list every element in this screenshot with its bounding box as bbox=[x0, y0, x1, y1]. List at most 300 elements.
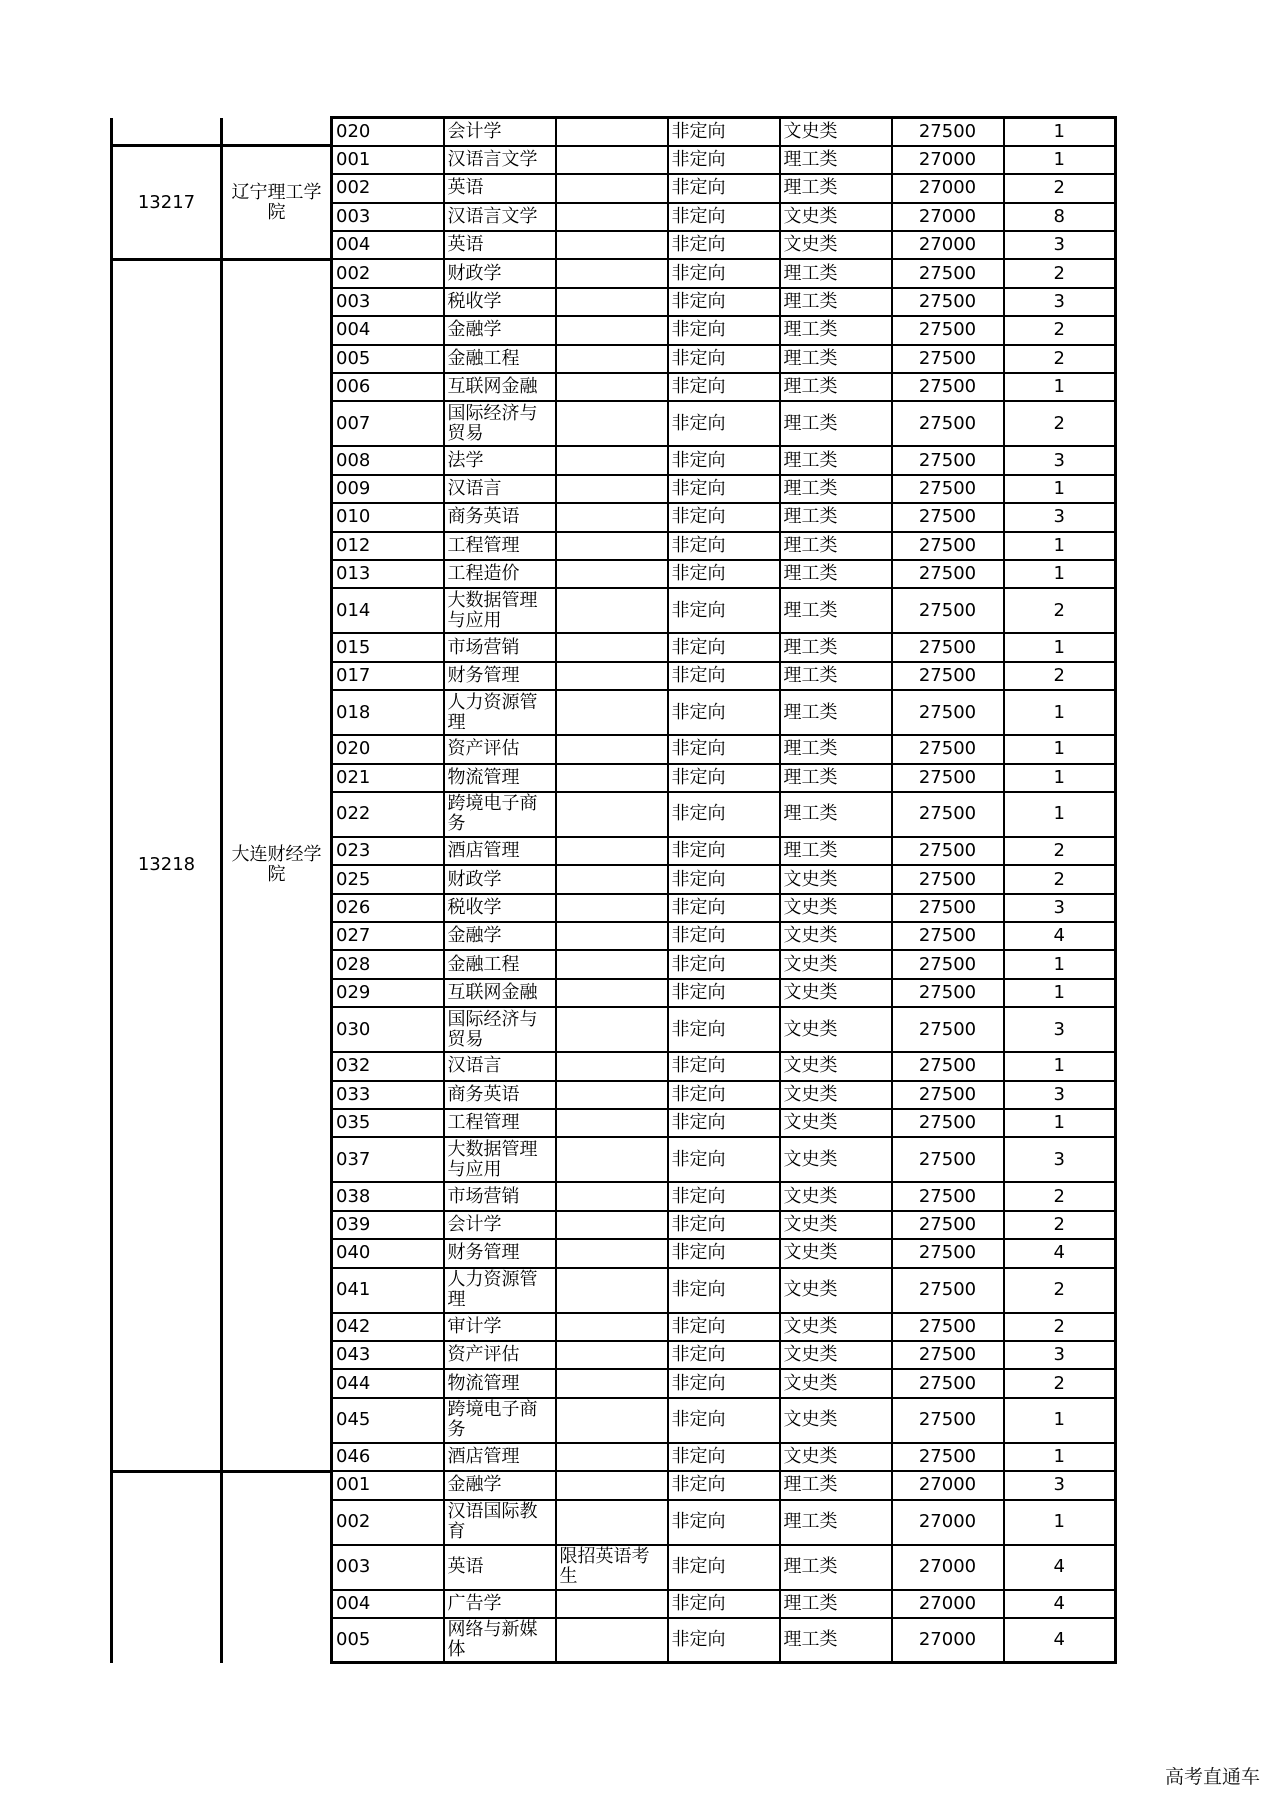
direction-cell: 非定向 bbox=[668, 1211, 780, 1239]
category-cell: 文史类 bbox=[780, 1182, 892, 1210]
note-cell bbox=[556, 1398, 668, 1443]
note-cell bbox=[556, 288, 668, 316]
major-number-cell: 043 bbox=[332, 1341, 444, 1369]
major-name-cell: 审计学 bbox=[444, 1313, 556, 1341]
tuition-cell: 27500 bbox=[892, 475, 1004, 503]
tuition-cell: 27500 bbox=[892, 1109, 1004, 1137]
major-name-cell: 金融学 bbox=[444, 1471, 556, 1499]
tuition-cell: 27500 bbox=[892, 1081, 1004, 1109]
major-number-cell: 015 bbox=[332, 633, 444, 661]
note-cell bbox=[556, 764, 668, 792]
direction-cell: 非定向 bbox=[668, 231, 780, 259]
direction-cell: 非定向 bbox=[668, 662, 780, 690]
major-name-cell: 酒店管理 bbox=[444, 837, 556, 865]
note-cell bbox=[556, 922, 668, 950]
note-cell bbox=[556, 1211, 668, 1239]
plan-count-cell: 8 bbox=[1004, 203, 1116, 231]
note-cell bbox=[556, 373, 668, 401]
note-cell bbox=[556, 1007, 668, 1052]
category-cell: 理工类 bbox=[780, 1590, 892, 1618]
note-cell bbox=[556, 259, 668, 287]
tuition-cell: 27500 bbox=[892, 1268, 1004, 1313]
direction-cell: 非定向 bbox=[668, 1590, 780, 1618]
major-name-cell: 汉语言 bbox=[444, 475, 556, 503]
plan-count-cell: 1 bbox=[1004, 690, 1116, 735]
note-cell bbox=[556, 231, 668, 259]
tuition-cell: 27500 bbox=[892, 588, 1004, 633]
direction-cell: 非定向 bbox=[668, 1239, 780, 1267]
tuition-cell: 27500 bbox=[892, 532, 1004, 560]
major-number-cell: 012 bbox=[332, 532, 444, 560]
major-number-cell: 018 bbox=[332, 690, 444, 735]
major-name-cell: 国际经济与贸易 bbox=[444, 401, 556, 446]
tuition-cell: 27500 bbox=[892, 1137, 1004, 1182]
note-cell bbox=[556, 1109, 668, 1137]
tuition-cell: 27500 bbox=[892, 1369, 1004, 1397]
note-cell bbox=[556, 1590, 668, 1618]
direction-cell: 非定向 bbox=[668, 1545, 780, 1590]
major-name-cell: 网络与新媒体 bbox=[444, 1618, 556, 1663]
direction-cell: 非定向 bbox=[668, 764, 780, 792]
major-name-cell: 财政学 bbox=[444, 259, 556, 287]
direction-cell: 非定向 bbox=[668, 174, 780, 202]
major-name-cell: 资产评估 bbox=[444, 735, 556, 763]
plan-count-cell: 1 bbox=[1004, 764, 1116, 792]
major-number-cell: 029 bbox=[332, 979, 444, 1007]
plan-count-cell: 1 bbox=[1004, 560, 1116, 588]
tuition-cell: 27500 bbox=[892, 118, 1004, 146]
category-cell: 文史类 bbox=[780, 1007, 892, 1052]
direction-cell: 非定向 bbox=[668, 446, 780, 474]
category-cell: 理工类 bbox=[780, 1471, 892, 1499]
major-name-cell: 跨境电子商务 bbox=[444, 792, 556, 837]
major-number-cell: 042 bbox=[332, 1313, 444, 1341]
major-number-cell: 005 bbox=[332, 1618, 444, 1663]
plan-count-cell: 2 bbox=[1004, 1268, 1116, 1313]
plan-count-cell: 2 bbox=[1004, 1313, 1116, 1341]
direction-cell: 非定向 bbox=[668, 203, 780, 231]
tuition-cell: 27500 bbox=[892, 1239, 1004, 1267]
school-name-cell: 辽宁理工学院 bbox=[222, 146, 332, 260]
category-cell: 文史类 bbox=[780, 1081, 892, 1109]
note-cell bbox=[556, 503, 668, 531]
category-cell: 理工类 bbox=[780, 345, 892, 373]
note-cell bbox=[556, 837, 668, 865]
note-cell bbox=[556, 345, 668, 373]
note-cell bbox=[556, 560, 668, 588]
direction-cell: 非定向 bbox=[668, 1500, 780, 1545]
direction-cell: 非定向 bbox=[668, 633, 780, 661]
note-cell bbox=[556, 1182, 668, 1210]
major-name-cell: 工程管理 bbox=[444, 1109, 556, 1137]
tuition-cell: 27500 bbox=[892, 373, 1004, 401]
category-cell: 文史类 bbox=[780, 231, 892, 259]
plan-count-cell: 1 bbox=[1004, 1109, 1116, 1137]
plan-count-cell: 2 bbox=[1004, 662, 1116, 690]
note-cell bbox=[556, 950, 668, 978]
tuition-cell: 27500 bbox=[892, 1211, 1004, 1239]
category-cell: 文史类 bbox=[780, 1109, 892, 1137]
note-cell bbox=[556, 1137, 668, 1182]
major-name-cell: 税收学 bbox=[444, 288, 556, 316]
tuition-cell: 27500 bbox=[892, 690, 1004, 735]
major-name-cell: 人力资源管理 bbox=[444, 690, 556, 735]
note-cell bbox=[556, 1443, 668, 1471]
category-cell: 文史类 bbox=[780, 865, 892, 893]
major-number-cell: 020 bbox=[332, 735, 444, 763]
plan-count-cell: 3 bbox=[1004, 446, 1116, 474]
category-cell: 文史类 bbox=[780, 894, 892, 922]
plan-count-cell: 1 bbox=[1004, 1443, 1116, 1471]
direction-cell: 非定向 bbox=[668, 894, 780, 922]
plan-count-cell: 3 bbox=[1004, 1137, 1116, 1182]
school-code-cell: 13218 bbox=[112, 259, 222, 1471]
category-cell: 理工类 bbox=[780, 532, 892, 560]
category-cell: 理工类 bbox=[780, 662, 892, 690]
category-cell: 理工类 bbox=[780, 373, 892, 401]
tuition-cell: 27500 bbox=[892, 288, 1004, 316]
major-number-cell: 004 bbox=[332, 231, 444, 259]
note-cell bbox=[556, 1341, 668, 1369]
major-number-cell: 022 bbox=[332, 792, 444, 837]
major-number-cell: 013 bbox=[332, 560, 444, 588]
major-name-cell: 法学 bbox=[444, 446, 556, 474]
plan-count-cell: 1 bbox=[1004, 118, 1116, 146]
category-cell: 理工类 bbox=[780, 588, 892, 633]
plan-count-cell: 2 bbox=[1004, 259, 1116, 287]
plan-count-cell: 1 bbox=[1004, 792, 1116, 837]
major-name-cell: 工程造价 bbox=[444, 560, 556, 588]
major-number-cell: 020 bbox=[332, 118, 444, 146]
tuition-cell: 27500 bbox=[892, 1443, 1004, 1471]
tuition-cell: 27500 bbox=[892, 316, 1004, 344]
major-number-cell: 008 bbox=[332, 446, 444, 474]
plan-count-cell: 3 bbox=[1004, 894, 1116, 922]
tuition-cell: 27500 bbox=[892, 1341, 1004, 1369]
major-name-cell: 英语 bbox=[444, 174, 556, 202]
school-name-cell: 大连财经学院 bbox=[222, 259, 332, 1471]
tuition-cell: 27000 bbox=[892, 231, 1004, 259]
major-name-cell: 汉语言文学 bbox=[444, 146, 556, 174]
note-cell bbox=[556, 690, 668, 735]
direction-cell: 非定向 bbox=[668, 837, 780, 865]
major-number-cell: 035 bbox=[332, 1109, 444, 1137]
direction-cell: 非定向 bbox=[668, 922, 780, 950]
major-name-cell: 跨境电子商务 bbox=[444, 1398, 556, 1443]
major-number-cell: 001 bbox=[332, 1471, 444, 1499]
direction-cell: 非定向 bbox=[668, 1369, 780, 1397]
category-cell: 文史类 bbox=[780, 1052, 892, 1080]
major-number-cell: 009 bbox=[332, 475, 444, 503]
note-cell bbox=[556, 662, 668, 690]
major-name-cell: 商务英语 bbox=[444, 1081, 556, 1109]
tuition-cell: 27500 bbox=[892, 950, 1004, 978]
major-name-cell: 人力资源管理 bbox=[444, 1268, 556, 1313]
note-cell bbox=[556, 588, 668, 633]
tuition-cell: 27500 bbox=[892, 446, 1004, 474]
tuition-cell: 27500 bbox=[892, 1052, 1004, 1080]
major-number-cell: 037 bbox=[332, 1137, 444, 1182]
major-name-cell: 酒店管理 bbox=[444, 1443, 556, 1471]
tuition-cell: 27500 bbox=[892, 792, 1004, 837]
category-cell: 理工类 bbox=[780, 259, 892, 287]
category-cell: 文史类 bbox=[780, 950, 892, 978]
plan-count-cell: 4 bbox=[1004, 1618, 1116, 1663]
tuition-cell: 27500 bbox=[892, 735, 1004, 763]
note-cell bbox=[556, 1052, 668, 1080]
plan-count-cell: 2 bbox=[1004, 1182, 1116, 1210]
note-cell bbox=[556, 146, 668, 174]
major-name-cell: 汉语言文学 bbox=[444, 203, 556, 231]
major-name-cell: 财务管理 bbox=[444, 1239, 556, 1267]
major-number-cell: 003 bbox=[332, 288, 444, 316]
plan-count-cell: 2 bbox=[1004, 837, 1116, 865]
category-cell: 文史类 bbox=[780, 1369, 892, 1397]
note-cell bbox=[556, 401, 668, 446]
tuition-cell: 27000 bbox=[892, 1618, 1004, 1663]
category-cell: 文史类 bbox=[780, 1137, 892, 1182]
direction-cell: 非定向 bbox=[668, 792, 780, 837]
major-number-cell: 028 bbox=[332, 950, 444, 978]
major-number-cell: 025 bbox=[332, 865, 444, 893]
plan-count-cell: 1 bbox=[1004, 979, 1116, 1007]
category-cell: 文史类 bbox=[780, 1443, 892, 1471]
tuition-cell: 27500 bbox=[892, 560, 1004, 588]
major-name-cell: 互联网金融 bbox=[444, 979, 556, 1007]
direction-cell: 非定向 bbox=[668, 345, 780, 373]
category-cell: 理工类 bbox=[780, 633, 892, 661]
plan-count-cell: 1 bbox=[1004, 475, 1116, 503]
tuition-cell: 27500 bbox=[892, 1398, 1004, 1443]
tuition-cell: 27000 bbox=[892, 203, 1004, 231]
category-cell: 理工类 bbox=[780, 503, 892, 531]
school-code-cell: 13217 bbox=[112, 146, 222, 260]
major-name-cell: 金融工程 bbox=[444, 950, 556, 978]
major-number-cell: 002 bbox=[332, 259, 444, 287]
tuition-cell: 27500 bbox=[892, 764, 1004, 792]
major-number-cell: 038 bbox=[332, 1182, 444, 1210]
plan-count-cell: 1 bbox=[1004, 950, 1116, 978]
note-cell bbox=[556, 475, 668, 503]
note-cell bbox=[556, 118, 668, 146]
plan-count-cell: 2 bbox=[1004, 345, 1116, 373]
category-cell: 理工类 bbox=[780, 837, 892, 865]
school-name-cell bbox=[222, 1471, 332, 1663]
table-row bbox=[112, 1471, 1116, 1499]
major-number-cell: 021 bbox=[332, 764, 444, 792]
major-number-cell: 023 bbox=[332, 837, 444, 865]
plan-count-cell: 1 bbox=[1004, 373, 1116, 401]
tuition-cell: 27000 bbox=[892, 1500, 1004, 1545]
major-number-cell: 033 bbox=[332, 1081, 444, 1109]
major-number-cell: 026 bbox=[332, 894, 444, 922]
major-number-cell: 017 bbox=[332, 662, 444, 690]
category-cell: 理工类 bbox=[780, 316, 892, 344]
tuition-cell: 27500 bbox=[892, 1007, 1004, 1052]
plan-count-cell: 3 bbox=[1004, 1341, 1116, 1369]
tuition-cell: 27500 bbox=[892, 894, 1004, 922]
plan-count-cell: 1 bbox=[1004, 1500, 1116, 1545]
category-cell: 理工类 bbox=[780, 288, 892, 316]
direction-cell: 非定向 bbox=[668, 1109, 780, 1137]
major-name-cell: 英语 bbox=[444, 231, 556, 259]
tuition-cell: 27500 bbox=[892, 865, 1004, 893]
tuition-cell: 27500 bbox=[892, 922, 1004, 950]
category-cell: 理工类 bbox=[780, 1545, 892, 1590]
category-cell: 文史类 bbox=[780, 118, 892, 146]
major-name-cell: 财政学 bbox=[444, 865, 556, 893]
category-cell: 文史类 bbox=[780, 1211, 892, 1239]
plan-count-cell: 4 bbox=[1004, 922, 1116, 950]
direction-cell: 非定向 bbox=[668, 1182, 780, 1210]
major-number-cell: 030 bbox=[332, 1007, 444, 1052]
major-number-cell: 039 bbox=[332, 1211, 444, 1239]
major-name-cell: 金融学 bbox=[444, 316, 556, 344]
direction-cell: 非定向 bbox=[668, 1471, 780, 1499]
category-cell: 理工类 bbox=[780, 174, 892, 202]
major-number-cell: 027 bbox=[332, 922, 444, 950]
major-number-cell: 007 bbox=[332, 401, 444, 446]
direction-cell: 非定向 bbox=[668, 588, 780, 633]
tuition-cell: 27000 bbox=[892, 146, 1004, 174]
tuition-cell: 27000 bbox=[892, 1590, 1004, 1618]
category-cell: 文史类 bbox=[780, 1239, 892, 1267]
major-name-cell: 汉语国际教育 bbox=[444, 1500, 556, 1545]
direction-cell: 非定向 bbox=[668, 1007, 780, 1052]
note-cell bbox=[556, 1313, 668, 1341]
category-cell: 理工类 bbox=[780, 764, 892, 792]
direction-cell: 非定向 bbox=[668, 1081, 780, 1109]
tuition-cell: 27500 bbox=[892, 1313, 1004, 1341]
direction-cell: 非定向 bbox=[668, 373, 780, 401]
major-number-cell: 014 bbox=[332, 588, 444, 633]
major-number-cell: 004 bbox=[332, 316, 444, 344]
direction-cell: 非定向 bbox=[668, 1341, 780, 1369]
plan-count-cell: 3 bbox=[1004, 1471, 1116, 1499]
direction-cell: 非定向 bbox=[668, 475, 780, 503]
plan-count-cell: 3 bbox=[1004, 503, 1116, 531]
note-cell bbox=[556, 532, 668, 560]
school-name-cell bbox=[222, 118, 332, 146]
category-cell: 理工类 bbox=[780, 1618, 892, 1663]
tuition-cell: 27000 bbox=[892, 174, 1004, 202]
plan-count-cell: 2 bbox=[1004, 401, 1116, 446]
major-number-cell: 045 bbox=[332, 1398, 444, 1443]
major-number-cell: 002 bbox=[332, 1500, 444, 1545]
plan-count-cell: 2 bbox=[1004, 1369, 1116, 1397]
plan-count-cell: 4 bbox=[1004, 1545, 1116, 1590]
school-code-cell bbox=[112, 1471, 222, 1663]
note-cell bbox=[556, 735, 668, 763]
category-cell: 理工类 bbox=[780, 1500, 892, 1545]
note-cell bbox=[556, 894, 668, 922]
direction-cell: 非定向 bbox=[668, 259, 780, 287]
category-cell: 文史类 bbox=[780, 922, 892, 950]
tuition-cell: 27500 bbox=[892, 837, 1004, 865]
enrollment-table bbox=[110, 116, 1117, 1664]
plan-count-cell: 2 bbox=[1004, 316, 1116, 344]
major-name-cell: 汉语言 bbox=[444, 1052, 556, 1080]
direction-cell: 非定向 bbox=[668, 1137, 780, 1182]
tuition-cell: 27500 bbox=[892, 1182, 1004, 1210]
plan-count-cell: 1 bbox=[1004, 633, 1116, 661]
tuition-cell: 27500 bbox=[892, 662, 1004, 690]
major-name-cell: 大数据管理与应用 bbox=[444, 1137, 556, 1182]
tuition-cell: 27500 bbox=[892, 979, 1004, 1007]
major-number-cell: 001 bbox=[332, 146, 444, 174]
note-cell bbox=[556, 1618, 668, 1663]
direction-cell: 非定向 bbox=[668, 288, 780, 316]
major-name-cell: 商务英语 bbox=[444, 503, 556, 531]
plan-count-cell: 2 bbox=[1004, 174, 1116, 202]
note-cell bbox=[556, 1471, 668, 1499]
note-cell bbox=[556, 316, 668, 344]
major-number-cell: 002 bbox=[332, 174, 444, 202]
major-number-cell: 006 bbox=[332, 373, 444, 401]
direction-cell: 非定向 bbox=[668, 690, 780, 735]
tuition-cell: 27500 bbox=[892, 503, 1004, 531]
note-cell bbox=[556, 1369, 668, 1397]
major-name-cell: 互联网金融 bbox=[444, 373, 556, 401]
major-number-cell: 044 bbox=[332, 1369, 444, 1397]
major-number-cell: 041 bbox=[332, 1268, 444, 1313]
plan-count-cell: 1 bbox=[1004, 532, 1116, 560]
plan-count-cell: 3 bbox=[1004, 1081, 1116, 1109]
major-name-cell: 工程管理 bbox=[444, 532, 556, 560]
note-cell bbox=[556, 979, 668, 1007]
major-number-cell: 003 bbox=[332, 203, 444, 231]
major-name-cell: 英语 bbox=[444, 1545, 556, 1590]
major-name-cell: 税收学 bbox=[444, 894, 556, 922]
tuition-cell: 27000 bbox=[892, 1545, 1004, 1590]
note-cell bbox=[556, 1081, 668, 1109]
school-code-cell bbox=[112, 118, 222, 146]
major-number-cell: 005 bbox=[332, 345, 444, 373]
plan-count-cell: 4 bbox=[1004, 1239, 1116, 1267]
table-row bbox=[112, 146, 1116, 174]
category-cell: 理工类 bbox=[780, 690, 892, 735]
major-number-cell: 004 bbox=[332, 1590, 444, 1618]
direction-cell: 非定向 bbox=[668, 560, 780, 588]
major-name-cell: 会计学 bbox=[444, 1211, 556, 1239]
plan-count-cell: 2 bbox=[1004, 588, 1116, 633]
note-cell bbox=[556, 633, 668, 661]
tuition-cell: 27500 bbox=[892, 633, 1004, 661]
direction-cell: 非定向 bbox=[668, 1443, 780, 1471]
major-name-cell: 财务管理 bbox=[444, 662, 556, 690]
major-name-cell: 物流管理 bbox=[444, 1369, 556, 1397]
tuition-cell: 27500 bbox=[892, 401, 1004, 446]
category-cell: 理工类 bbox=[780, 792, 892, 837]
direction-cell: 非定向 bbox=[668, 865, 780, 893]
direction-cell: 非定向 bbox=[668, 1313, 780, 1341]
plan-count-cell: 1 bbox=[1004, 735, 1116, 763]
table-row bbox=[112, 259, 1116, 287]
category-cell: 文史类 bbox=[780, 1313, 892, 1341]
category-cell: 文史类 bbox=[780, 1268, 892, 1313]
category-cell: 理工类 bbox=[780, 446, 892, 474]
plan-count-cell: 4 bbox=[1004, 1590, 1116, 1618]
category-cell: 理工类 bbox=[780, 735, 892, 763]
plan-count-cell: 3 bbox=[1004, 231, 1116, 259]
major-number-cell: 003 bbox=[332, 1545, 444, 1590]
direction-cell: 非定向 bbox=[668, 118, 780, 146]
plan-count-cell: 3 bbox=[1004, 288, 1116, 316]
note-cell bbox=[556, 865, 668, 893]
plan-count-cell: 1 bbox=[1004, 1052, 1116, 1080]
direction-cell: 非定向 bbox=[668, 950, 780, 978]
direction-cell: 非定向 bbox=[668, 1398, 780, 1443]
